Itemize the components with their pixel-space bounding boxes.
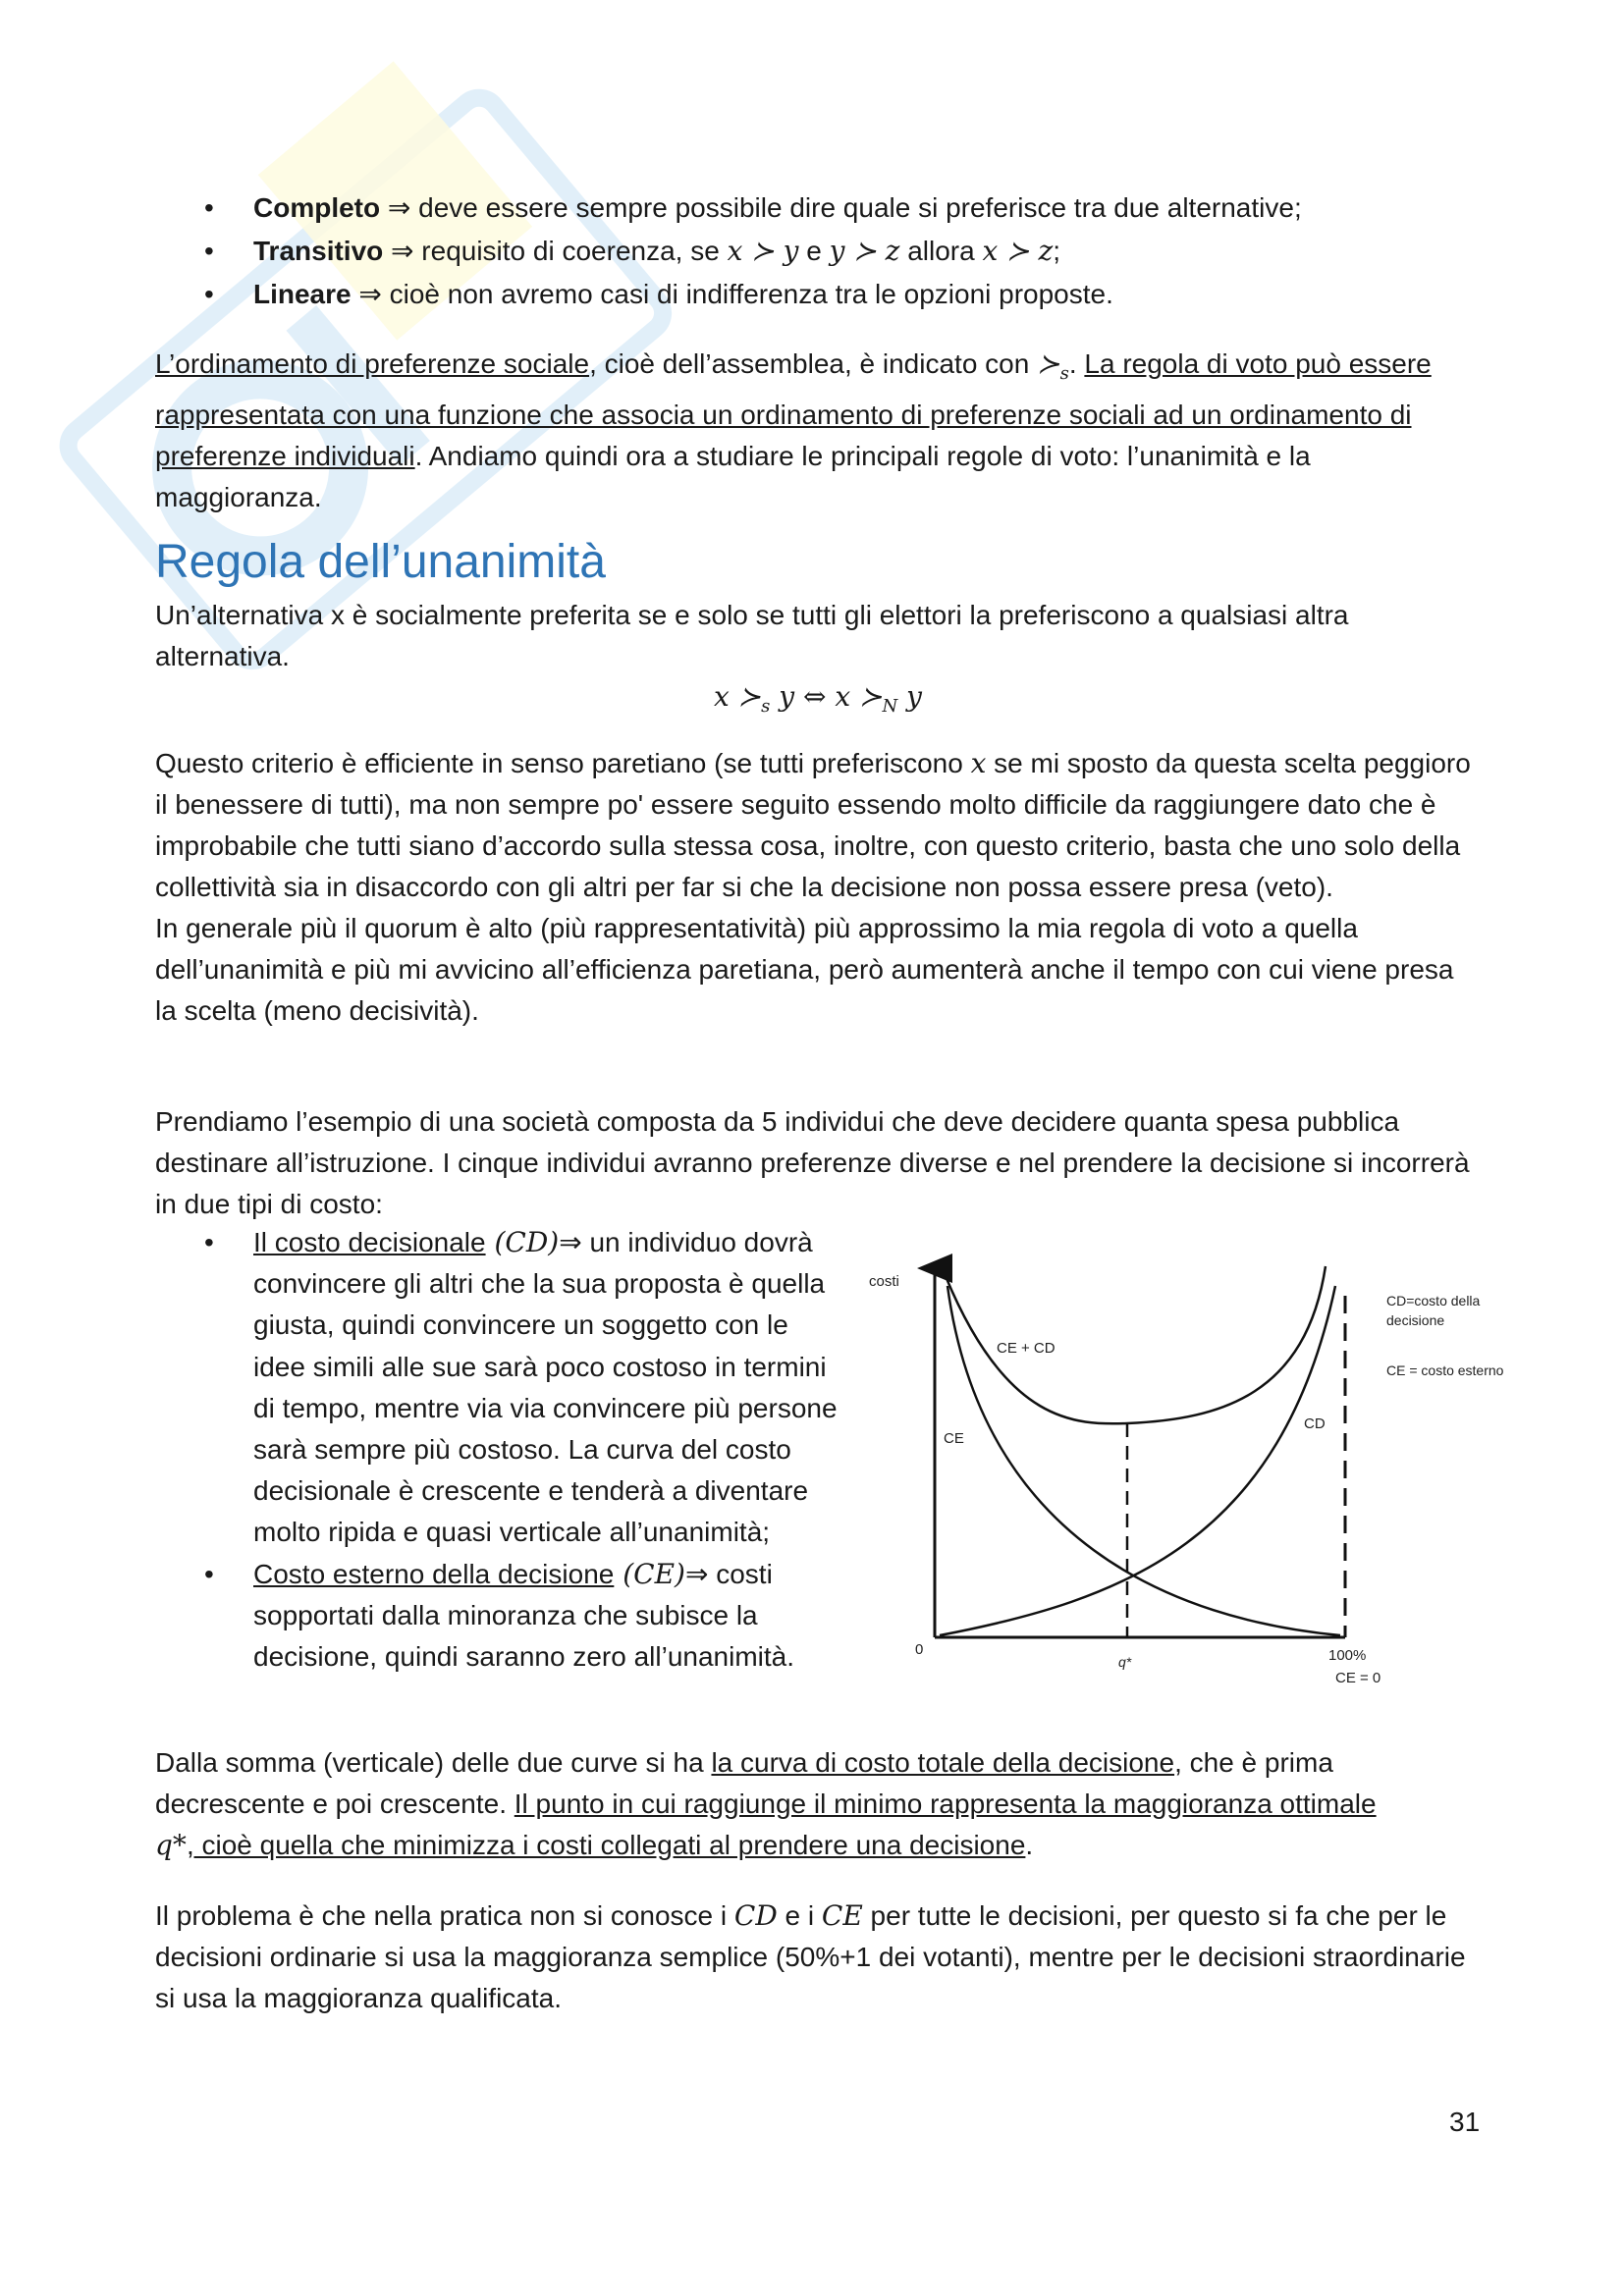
x-tick-100: 100% bbox=[1328, 1647, 1367, 1664]
item-text: requisito di coerenza, se bbox=[413, 236, 728, 266]
paragraph-pareto bbox=[155, 743, 1481, 1032]
math-expression: y ≻ z bbox=[829, 235, 900, 267]
subscript: s bbox=[1059, 363, 1069, 384]
math-expression: (CE) bbox=[614, 1557, 685, 1590]
item-text: allora bbox=[899, 236, 983, 266]
formula-part: y ⇔ x ≻ bbox=[770, 680, 883, 713]
text: Dalla somma (verticale) delle due curve si ha bbox=[155, 1747, 712, 1778]
decision-cost-chart bbox=[712, 1247, 1556, 1718]
term-completo: Completo bbox=[253, 192, 381, 223]
implies-symbol: ⇒ bbox=[559, 1226, 582, 1258]
series-cd-curve bbox=[940, 1286, 1335, 1635]
text: Un’alternativa x è socialmente preferita se e solo se tutti gli elettori la preferiscono a qualsiasi altra alternativa. bbox=[155, 600, 1349, 671]
legend-ce: CE = costo esterno bbox=[1386, 1362, 1504, 1378]
succ-symbol: ≻ bbox=[1037, 347, 1060, 380]
legend-cd-line1: CD=costo della bbox=[1386, 1293, 1481, 1308]
formula-part: y bbox=[897, 680, 922, 713]
paragraph-example bbox=[155, 1101, 1481, 1225]
math-expression: x ≻ z bbox=[982, 235, 1054, 267]
math-expression: x ≻ y bbox=[727, 235, 799, 267]
text: se mi sposto da questa scelta peggioro il benessere di tutti), ma non sempre po' essere seguito essendo molto difficile da raggiungere dato che è improbabile che tutti siano d’accordo sulla stessa cosa, inoltre, con questo criterio, basta che uno solo della collettività sia in disaccordo con gli altri per far si che la decisione non possa essere presa (veto). bbox=[155, 748, 1471, 902]
list-item bbox=[155, 230, 1481, 273]
text: . bbox=[1025, 1830, 1034, 1860]
implies-symbol: ⇒ bbox=[391, 235, 414, 267]
y-axis-label: costi bbox=[869, 1273, 899, 1290]
implies-symbol: ⇒ bbox=[684, 1557, 709, 1590]
x-tick-0: 0 bbox=[915, 1641, 924, 1658]
math-expression bbox=[1037, 347, 1069, 384]
text: costi sopportati dalla minoranza che subisce la decisione, quindi saranno zero all’unanimità. bbox=[253, 1558, 795, 1673]
list-item bbox=[155, 187, 1481, 230]
math-expression: (CD) bbox=[485, 1226, 560, 1258]
list-item bbox=[155, 273, 1481, 316]
term-lineare: Lineare bbox=[253, 279, 352, 309]
formula-part: x ≻ bbox=[713, 680, 762, 713]
legend-cd-line2: decisione bbox=[1386, 1312, 1445, 1328]
underlined-text: la curva di costo totale della decisione bbox=[711, 1747, 1175, 1778]
page-number: 31 bbox=[1449, 2107, 1481, 2137]
term-transitivo: Transitivo bbox=[253, 236, 384, 266]
underlined-text: Il punto in cui raggiunge il minimo rappresenta la maggioranza ottimale bbox=[514, 1789, 1377, 1819]
property-list bbox=[155, 187, 1481, 316]
subscript: s bbox=[761, 696, 771, 717]
series-ce-curve bbox=[947, 1286, 1340, 1635]
section-heading: Regola dell’unanimità bbox=[155, 536, 606, 588]
text: un individuo dovrà convincere gli altri che la sua proposta è quella giusta, quindi convincere un soggetto con le idee simili alle sue sarà poco costoso in termini di tempo, mentre via via convincere più persone sarà sempre più costoso. La curva del costo decisionale è crescente e tenderà a diventare molto ripida e quasi verticale all’unanimità; bbox=[253, 1227, 838, 1548]
paragraph-problem bbox=[155, 1896, 1481, 2019]
paragraph-total-cost bbox=[155, 1742, 1481, 1866]
item-text: e bbox=[798, 236, 830, 266]
subscript: N bbox=[882, 696, 898, 717]
math-expression: CD bbox=[733, 1899, 778, 1932]
text: per tutte le decisioni, per questo si fa che per le decisioni ordinarie si usa la maggioranza semplice (50%+1 dei votanti), mentre per le decisioni straordinarie si usa la maggioranza qualificata. bbox=[155, 1900, 1466, 2013]
underlined-text: Costo esterno della decisione bbox=[253, 1558, 615, 1589]
item-text: ; bbox=[1053, 236, 1061, 266]
item-text: cioè non avremo casi di indifferenza tra le opzioni proposte. bbox=[381, 279, 1113, 309]
series-label-ce-cd: CE + CD bbox=[997, 1340, 1056, 1357]
math-expression: CE bbox=[821, 1899, 863, 1932]
math-expression: q* bbox=[155, 1829, 187, 1861]
underlined-text: Il costo decisionale bbox=[253, 1227, 486, 1257]
implies-symbol: ⇒ bbox=[387, 191, 411, 224]
implies-symbol: ⇒ bbox=[358, 278, 382, 310]
text: . bbox=[1068, 348, 1085, 379]
x-tick-q-star: q* bbox=[1118, 1654, 1132, 1670]
math-expression: x bbox=[970, 747, 987, 779]
series-label-cd: CD bbox=[1304, 1415, 1326, 1432]
item-text: deve essere sempre possibile dire quale si preferisce tra due alternative; bbox=[410, 192, 1302, 223]
underlined-text: La regola di voto può essere rappresentata con una funzione che associa un ordinamento di preferenze sociali ad un ordinamento di preferenze individuali bbox=[155, 348, 1432, 471]
series-label-ce: CE bbox=[944, 1430, 964, 1447]
text: , cioè dell’assemblea, è indicato con bbox=[589, 348, 1038, 379]
text: , che è prima decrescente e poi crescente. bbox=[155, 1747, 1333, 1819]
underlined-text: L’ordinamento di preferenze sociale bbox=[155, 348, 590, 379]
text: e i bbox=[777, 1900, 822, 1931]
paragraph-social-ordering bbox=[155, 344, 1481, 518]
underlined-text: , cioè quella che minimizza i costi collegati al prendere una decisione bbox=[186, 1830, 1026, 1860]
text: Prendiamo l’esempio di una società composta da 5 individui che deve decidere quanta spesa pubblica destinare all’istruzione. I cinque individui avranno preferenze diverse e nel prendere la decisione si incorrerà in due tipi di costo: bbox=[155, 1106, 1470, 1219]
bottom-annotation: CE = 0 bbox=[1335, 1670, 1381, 1686]
unanimity-formula bbox=[155, 680, 1481, 717]
paragraph-definition bbox=[155, 595, 1481, 677]
text: . Andiamo quindi ora a studiare le principali regole di voto: l’unanimità e la maggioranza. bbox=[155, 441, 1311, 512]
text: Il problema è che nella pratica non si conosce i bbox=[155, 1900, 734, 1931]
text: In generale più il quorum è alto (più rappresentatività) più approssimo la mia regola di voto a quella dell’unanimità e più mi avvicino all’efficienza paretiana, però aumenterà anche il tempo con cui viene presa la scelta (meno decisività). bbox=[155, 913, 1454, 1026]
text: Questo criterio è efficiente in senso paretiano (se tutti preferiscono bbox=[155, 748, 971, 778]
